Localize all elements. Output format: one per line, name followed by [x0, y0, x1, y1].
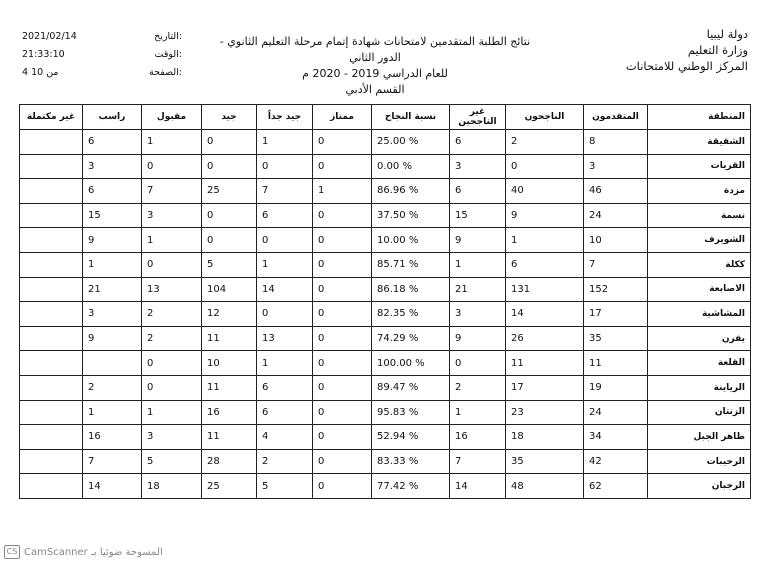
table-row — [20, 449, 751, 474]
value-cell: 9 — [506, 203, 584, 228]
value-cell: % 89.47 — [372, 375, 450, 400]
table-row — [20, 130, 751, 155]
value-cell — [20, 326, 83, 351]
time-label: الوقت: — [154, 49, 182, 60]
value-cell — [20, 425, 83, 450]
value-cell: 17 — [584, 302, 648, 327]
value-cell — [20, 154, 83, 179]
region-cell: الرياينة — [648, 375, 751, 400]
column-header: المنطقة — [648, 105, 751, 130]
value-cell: 0 — [202, 130, 257, 155]
value-cell: % 95.83 — [372, 400, 450, 425]
page-label: الصفحة: — [148, 67, 182, 78]
table-header-row — [20, 105, 751, 130]
value-cell: 4 — [257, 425, 313, 450]
value-cell: 0 — [257, 154, 313, 179]
value-cell: % 52.94 — [372, 425, 450, 450]
header-meta — [22, 28, 182, 82]
value-cell: % 10.00 — [372, 228, 450, 253]
value-cell: 9 — [450, 228, 506, 253]
value-cell: 0 — [142, 375, 202, 400]
value-cell: 0 — [202, 203, 257, 228]
column-header: راسب — [83, 105, 142, 130]
value-cell: 1 — [450, 252, 506, 277]
column-header: نسبة النجاح — [372, 105, 450, 130]
value-cell: 2 — [83, 375, 142, 400]
value-cell: 26 — [506, 326, 584, 351]
value-cell: 0 — [313, 400, 372, 425]
value-cell: 0 — [313, 277, 372, 302]
value-cell: 3 — [83, 302, 142, 327]
table-row — [20, 277, 751, 302]
value-cell: 5 — [257, 474, 313, 499]
value-cell: 24 — [584, 203, 648, 228]
time-row — [22, 46, 182, 64]
column-header: جيد جداً — [257, 105, 313, 130]
value-cell: 3 — [142, 425, 202, 450]
region-cell: القريات — [648, 154, 751, 179]
value-cell: 7 — [257, 179, 313, 204]
value-cell: 1 — [450, 400, 506, 425]
value-cell: 23 — [506, 400, 584, 425]
value-cell: % 74.29 — [372, 326, 450, 351]
value-cell: 28 — [202, 449, 257, 474]
value-cell: 6 — [506, 252, 584, 277]
column-header: مقبول — [142, 105, 202, 130]
value-cell: 1 — [257, 130, 313, 155]
value-cell: 11 — [202, 326, 257, 351]
value-cell: 48 — [506, 474, 584, 499]
region-cell: ككلة — [648, 252, 751, 277]
value-cell: % 83.33 — [372, 449, 450, 474]
value-cell — [83, 351, 142, 376]
value-cell: 0 — [450, 351, 506, 376]
value-cell: 42 — [584, 449, 648, 474]
column-header: الناجحون — [506, 105, 584, 130]
value-cell — [20, 449, 83, 474]
table-row — [20, 400, 751, 425]
value-cell — [20, 179, 83, 204]
value-cell: 3 — [450, 154, 506, 179]
value-cell: 6 — [450, 179, 506, 204]
region-cell: الشقيقة — [648, 130, 751, 155]
value-cell: 15 — [83, 203, 142, 228]
academic-year: للعام الدراسي 2019 - 2020 م — [302, 67, 448, 80]
exam-center-name: المركز الوطني للامتحانات — [625, 59, 748, 73]
table-row — [20, 375, 751, 400]
value-cell: 7 — [83, 449, 142, 474]
value-cell: 6 — [257, 203, 313, 228]
value-cell: 0 — [313, 326, 372, 351]
value-cell — [20, 277, 83, 302]
camscanner-text: CamScanner المسوحة ضوئيا بـ — [24, 546, 163, 558]
region-cell: نسمة — [648, 203, 751, 228]
value-cell: 21 — [450, 277, 506, 302]
camscanner-logo: CS — [4, 545, 20, 559]
region-cell: المشاشية — [648, 302, 751, 327]
ministry-name: وزارة التعليم — [687, 43, 748, 57]
table-row — [20, 228, 751, 253]
table-row — [20, 351, 751, 376]
column-header: غير مكتملة — [20, 105, 83, 130]
value-cell: 14 — [450, 474, 506, 499]
value-cell: 6 — [257, 400, 313, 425]
header-institution — [618, 26, 748, 74]
value-cell: 0 — [202, 154, 257, 179]
value-cell: 0 — [313, 252, 372, 277]
value-cell: 2 — [142, 302, 202, 327]
table-row — [20, 252, 751, 277]
value-cell: 1 — [313, 179, 372, 204]
value-cell: 2 — [142, 326, 202, 351]
value-cell: 13 — [257, 326, 313, 351]
value-cell: 1 — [506, 228, 584, 253]
value-cell — [20, 400, 83, 425]
value-cell — [20, 252, 83, 277]
value-cell: 14 — [257, 277, 313, 302]
value-cell: 0 — [313, 351, 372, 376]
value-cell — [20, 203, 83, 228]
value-cell: 1 — [257, 351, 313, 376]
camscanner-watermark — [4, 545, 163, 559]
value-cell: 0 — [142, 154, 202, 179]
value-cell — [20, 375, 83, 400]
value-cell: 11 — [202, 425, 257, 450]
value-cell: % 77.42 — [372, 474, 450, 499]
value-cell: 9 — [450, 326, 506, 351]
value-cell: 0 — [202, 228, 257, 253]
value-cell: 10 — [202, 351, 257, 376]
value-cell: 16 — [83, 425, 142, 450]
region-cell: الشويرف — [648, 228, 751, 253]
value-cell: 6 — [83, 130, 142, 155]
value-cell: 5 — [202, 252, 257, 277]
value-cell: 25 — [202, 179, 257, 204]
date-label: التاريخ: — [154, 31, 182, 42]
region-cell: الرجبان — [648, 474, 751, 499]
value-cell: 46 — [584, 179, 648, 204]
value-cell: 9 — [83, 228, 142, 253]
value-cell: 7 — [142, 179, 202, 204]
value-cell: 25 — [202, 474, 257, 499]
value-cell: 10 — [584, 228, 648, 253]
value-cell: 1 — [83, 252, 142, 277]
table-row — [20, 154, 751, 179]
value-cell: 2 — [257, 449, 313, 474]
column-header: غير الناجحين — [450, 105, 506, 130]
value-cell: 0 — [142, 252, 202, 277]
value-cell: 35 — [584, 326, 648, 351]
value-cell: 62 — [584, 474, 648, 499]
table-row — [20, 326, 751, 351]
value-cell: 15 — [450, 203, 506, 228]
value-cell: 131 — [506, 277, 584, 302]
date-row — [22, 28, 182, 46]
value-cell: 12 — [202, 302, 257, 327]
value-cell: 1 — [142, 228, 202, 253]
value-cell: 2 — [450, 375, 506, 400]
value-cell: % 82.35 — [372, 302, 450, 327]
value-cell: 104 — [202, 277, 257, 302]
value-cell: % 25.00 — [372, 130, 450, 155]
value-cell: 0 — [142, 351, 202, 376]
value-cell: 3 — [142, 203, 202, 228]
value-cell: 152 — [584, 277, 648, 302]
value-cell: 8 — [584, 130, 648, 155]
value-cell: 9 — [83, 326, 142, 351]
value-cell — [20, 228, 83, 253]
value-cell: 5 — [142, 449, 202, 474]
value-cell: 1 — [257, 252, 313, 277]
header-title-block — [210, 34, 540, 98]
state-name: دولة ليبيا — [706, 27, 748, 41]
region-cell: يفرن — [648, 326, 751, 351]
section-name: القسم الأدبي — [345, 83, 405, 96]
value-cell: 13 — [142, 277, 202, 302]
value-cell: 0 — [506, 154, 584, 179]
value-cell — [20, 351, 83, 376]
results-table — [19, 104, 751, 499]
date-value: 2021/02/14 — [22, 31, 77, 42]
column-header: المتقدمون — [584, 105, 648, 130]
page-row — [22, 64, 182, 82]
value-cell: 40 — [506, 179, 584, 204]
value-cell: 0 — [313, 425, 372, 450]
region-cell: مزدة — [648, 179, 751, 204]
value-cell: 2 — [506, 130, 584, 155]
value-cell: 18 — [506, 425, 584, 450]
value-cell: 14 — [83, 474, 142, 499]
region-cell: الرحيبات — [648, 449, 751, 474]
value-cell: 6 — [257, 375, 313, 400]
value-cell: % 86.18 — [372, 277, 450, 302]
report-title: نتائج الطلبة المتقدمين لامتحانات شهادة إتمام مرحلة التعليم الثانوي - الدور الثاني — [219, 35, 531, 64]
value-cell: 34 — [584, 425, 648, 450]
value-cell: 17 — [506, 375, 584, 400]
value-cell: 1 — [142, 400, 202, 425]
value-cell: 0 — [313, 302, 372, 327]
column-header: جيد — [202, 105, 257, 130]
value-cell: 0 — [313, 474, 372, 499]
table-row — [20, 179, 751, 204]
region-cell: ظاهر الجبل — [648, 425, 751, 450]
value-cell: 6 — [450, 130, 506, 155]
value-cell: 14 — [506, 302, 584, 327]
region-cell: الاصابعة — [648, 277, 751, 302]
table-row — [20, 203, 751, 228]
region-cell: الزنتان — [648, 400, 751, 425]
value-cell: 11 — [202, 375, 257, 400]
value-cell: 21 — [83, 277, 142, 302]
value-cell: 11 — [584, 351, 648, 376]
value-cell — [20, 302, 83, 327]
value-cell: 3 — [450, 302, 506, 327]
value-cell: % 100.00 — [372, 351, 450, 376]
time-value: 21:33:10 — [22, 49, 65, 60]
value-cell: 19 — [584, 375, 648, 400]
value-cell: 3 — [584, 154, 648, 179]
value-cell: 0 — [257, 228, 313, 253]
value-cell: 0 — [313, 130, 372, 155]
value-cell: 11 — [506, 351, 584, 376]
value-cell: 0 — [313, 375, 372, 400]
value-cell: 7 — [450, 449, 506, 474]
value-cell: 6 — [83, 179, 142, 204]
table-body — [20, 130, 751, 499]
value-cell: 0 — [313, 154, 372, 179]
value-cell: 16 — [450, 425, 506, 450]
value-cell: 0 — [313, 449, 372, 474]
value-cell: 1 — [142, 130, 202, 155]
value-cell: 16 — [202, 400, 257, 425]
value-cell: 18 — [142, 474, 202, 499]
column-header: ممتاز — [313, 105, 372, 130]
value-cell: 3 — [83, 154, 142, 179]
value-cell: 1 — [83, 400, 142, 425]
value-cell: 0 — [257, 302, 313, 327]
value-cell — [20, 474, 83, 499]
page-value: 4 من 10 — [22, 67, 59, 78]
table-row — [20, 302, 751, 327]
table-row — [20, 425, 751, 450]
value-cell: % 85.71 — [372, 252, 450, 277]
value-cell — [20, 130, 83, 155]
value-cell: 0 — [313, 228, 372, 253]
table-row — [20, 474, 751, 499]
region-cell: القلعة — [648, 351, 751, 376]
value-cell: 0 — [313, 203, 372, 228]
value-cell: 35 — [506, 449, 584, 474]
value-cell: % 86.96 — [372, 179, 450, 204]
value-cell: 7 — [584, 252, 648, 277]
value-cell: 24 — [584, 400, 648, 425]
value-cell: % 0.00 — [372, 154, 450, 179]
value-cell: % 37.50 — [372, 203, 450, 228]
